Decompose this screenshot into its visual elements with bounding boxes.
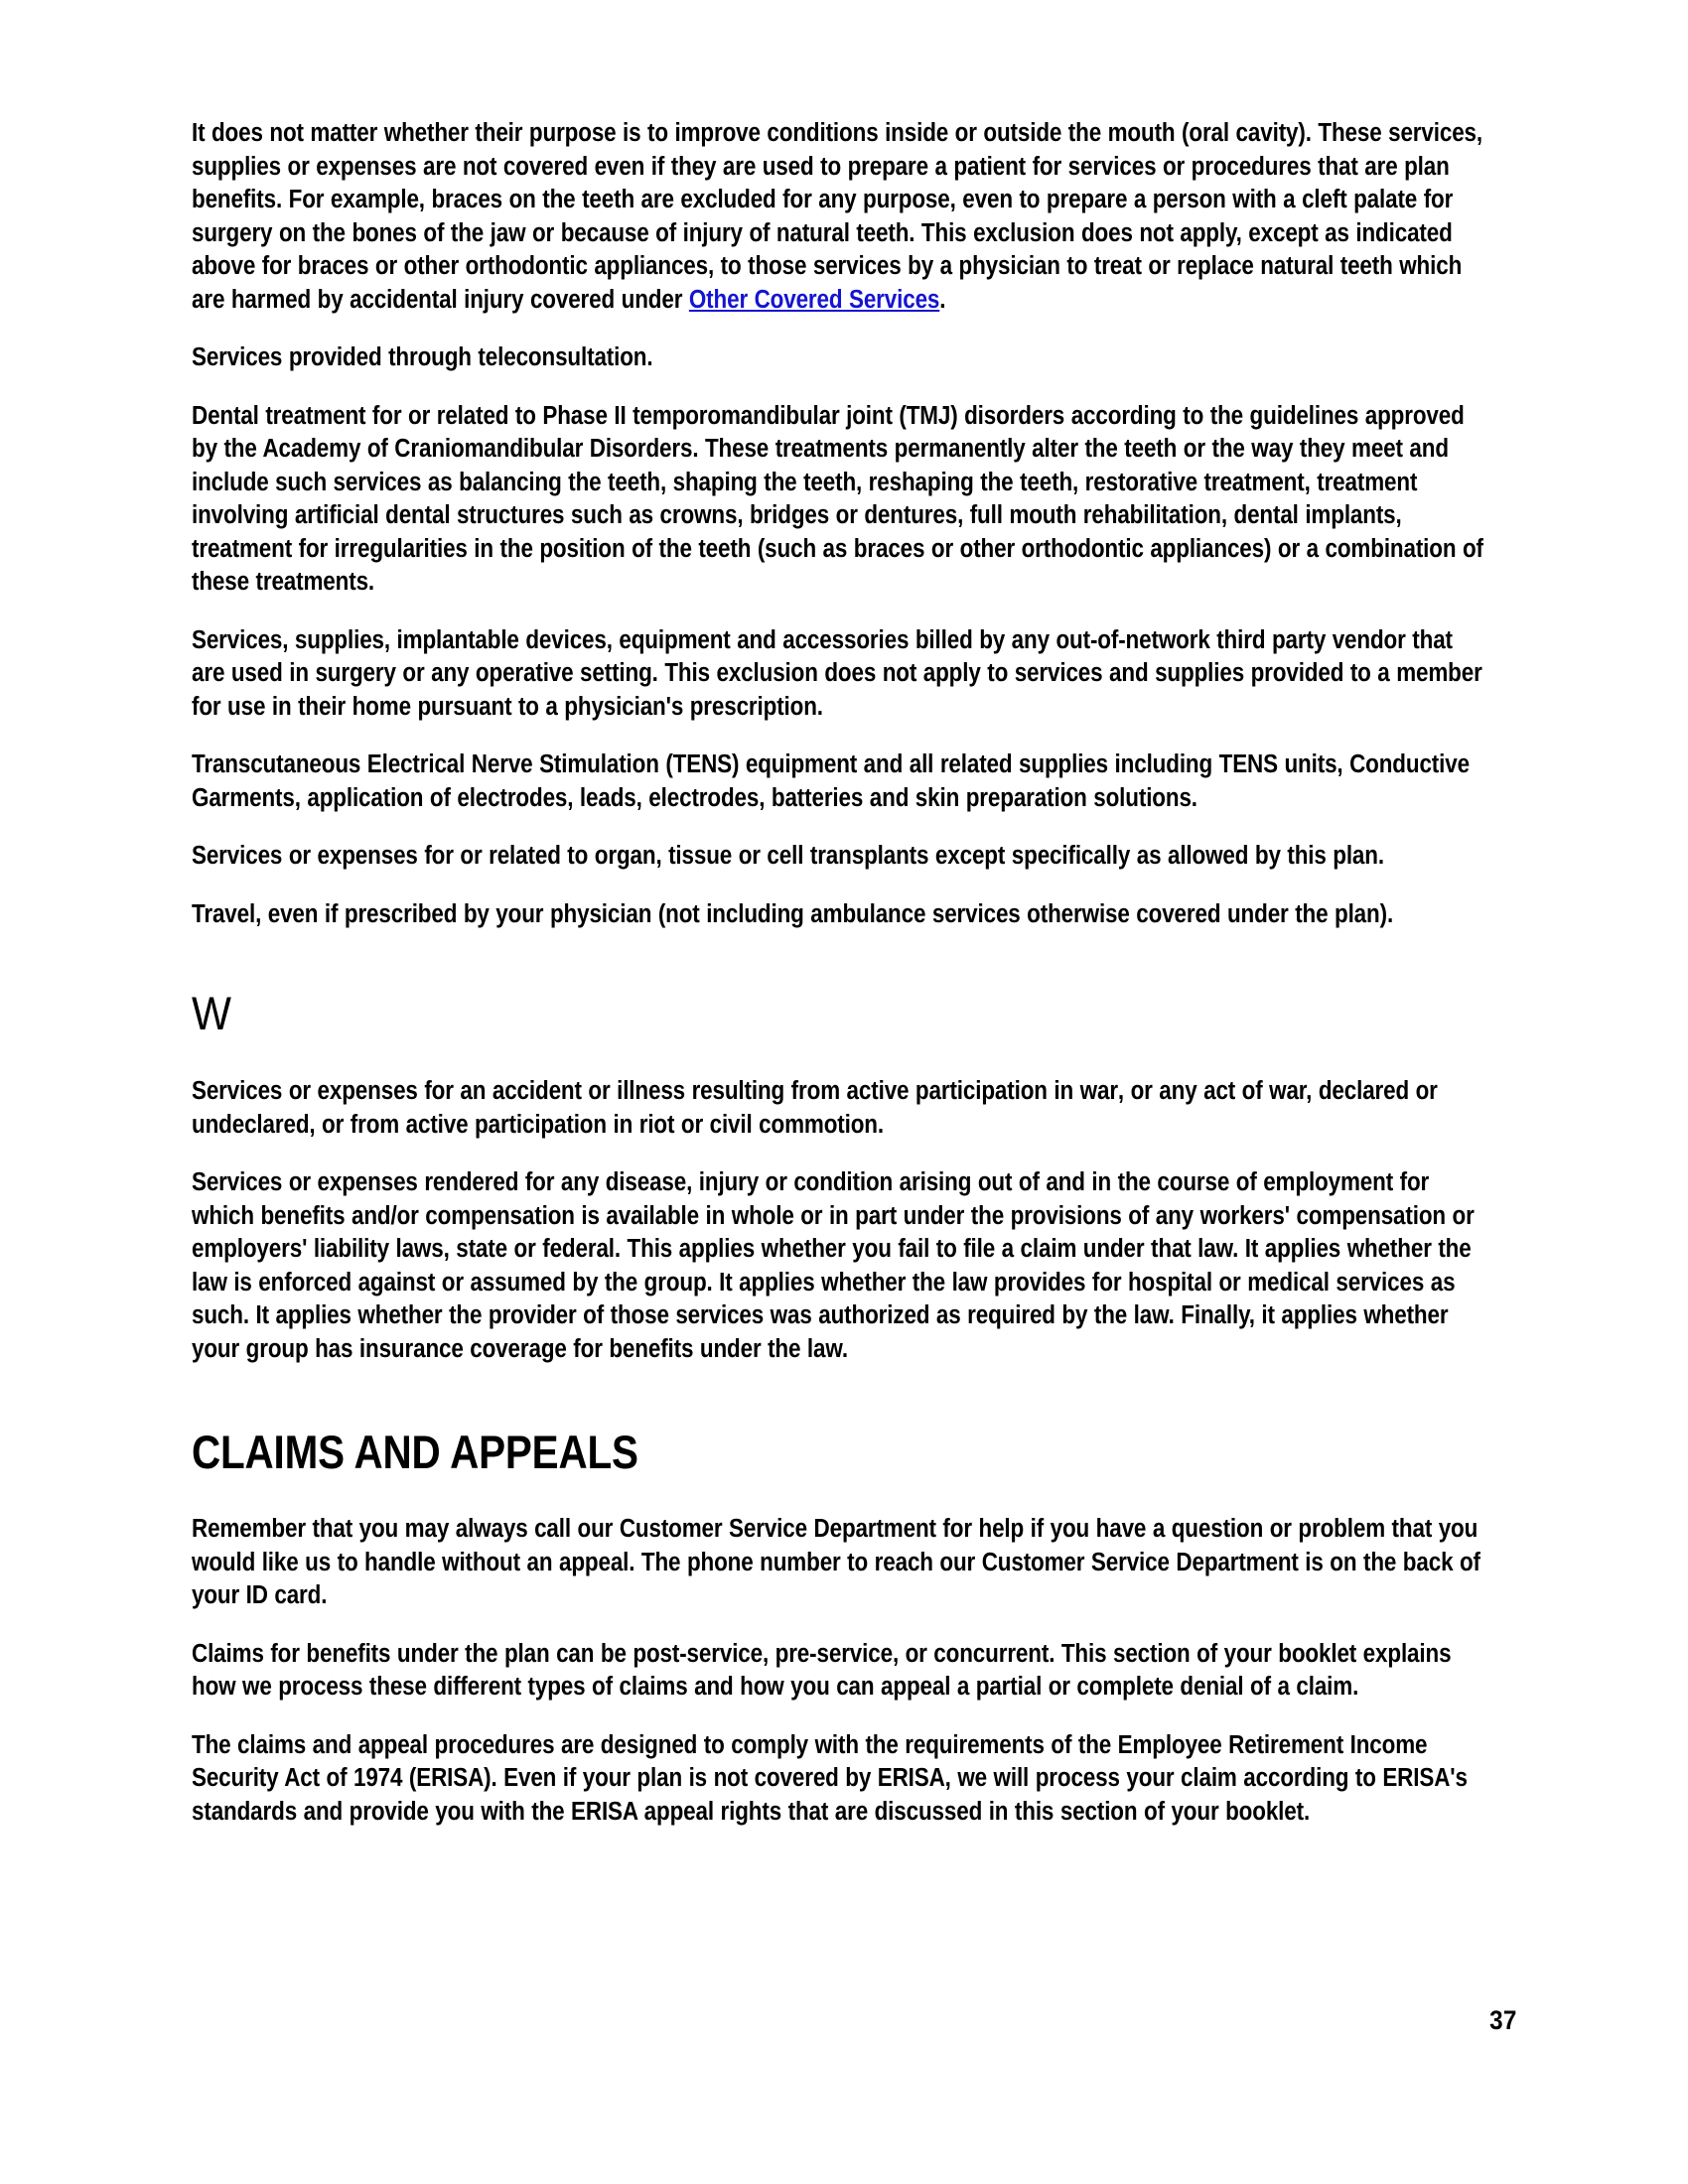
paragraph-dental-exclusion: [192, 117, 1487, 317]
text-run: , or any act of war, declared or undeclared, or from active participation in riot or civil commotion.: [192, 1077, 1438, 1139]
paragraph-tmj-disorders: [192, 400, 1487, 600]
paragraph-claim-types: [192, 1638, 1487, 1705]
paragraph-transplants: [192, 840, 1487, 874]
letter-heading-container: [192, 988, 1487, 1039]
text-run: The claims and appeal procedures are designed to comply with the requirements of the Employee Retirement Income Security Act of 1974 (ERISA). Even if your plan is not covered by ERISA, we will process your claim according to ERISA's standards and provide you with the ERISA appeal rights that are discussed in this section of your booklet.: [192, 1730, 1468, 1826]
paragraph-workers-compensation: [192, 1166, 1487, 1366]
paragraph-teleconsultation: [192, 341, 1487, 375]
text-run: except specifically as allowed by this plan.: [928, 842, 1384, 870]
emphasis-term: Travel: [192, 899, 256, 928]
exclusions-paragraph-group: [192, 117, 1487, 931]
text-run: It does not matter whether their purpose is to improve conditions inside or outside the mouth (oral cavity). These services, supplies or expenses are not covered even if they are used to prepare a patient for services or procedures that are plan benefits. For example, braces on the teeth are excluded for any purpose, even to prepare a person with a cleft palate for surgery on the bones of the jaw or because of injury of natural teeth. This exclusion does not apply, except as indicated above for braces or other orthodontic appliances, to those services by a physician to treat or replace natural teeth which are harmed by accidental injury covered under: [192, 119, 1483, 314]
emphasis-term: Transcutaneous Electrical Nerve Stimulation (TENS): [192, 751, 740, 778]
text-run: that are used in surgery or any operative setting. This exclusion does not apply to services and supplies provided to a member for use in their home pursuant to a physician's prescription.: [192, 625, 1482, 721]
text-run: Services provided through: [192, 343, 479, 371]
page-number: 37: [1489, 2005, 1517, 2035]
section-heading-container: [192, 1426, 1487, 1479]
text-run: Services, supplies, implantable devices, equipment and accessories billed by any out-of-network: [192, 625, 1217, 654]
emphasis-term: war: [1079, 1077, 1118, 1105]
cross-reference-link[interactable]: Other Covered Services: [688, 285, 940, 314]
text-run: Services or expenses rendered for any disease, injury or condition arising out of and in the course of employment for which benefits and/or compensation is available in whole or in part under the provisions of any: [192, 1168, 1430, 1230]
emphasis-term: workers' compensation: [1199, 1201, 1447, 1230]
text-run: .: [939, 285, 946, 314]
page-content: [192, 117, 1487, 1853]
claims-paragraph-group: [192, 1513, 1487, 1829]
paragraph-tens: [192, 749, 1487, 815]
text-run: Services or expenses for or related to organ, tissue or cell: [192, 842, 810, 870]
paragraph-war: [192, 1075, 1487, 1142]
text-run: Dental treatment for or related to Phase II: [192, 401, 633, 430]
text-run: .: [646, 343, 653, 371]
w-paragraph-group: [192, 1075, 1487, 1366]
emphasis-term: teleconsultation: [478, 343, 647, 371]
paragraph-erisa: [192, 1729, 1487, 1830]
letter-heading-w: W: [192, 987, 231, 1039]
emphasis-term: third party vendor: [1216, 625, 1406, 654]
text-run: Remember that you may always call our Customer Service Department for help if you have a question or problem that you would like us to handle without an appeal. The phone number to reach our Customer Service Department is on the back of your ID card.: [192, 1515, 1480, 1609]
text-run: Services or expenses for an accident or illness resulting from active participation in: [192, 1077, 1080, 1105]
emphasis-term: temporomandibular joint (TMJ) disorders: [633, 401, 1065, 430]
paragraph-customer-service: [192, 1513, 1487, 1613]
text-run: according to the guidelines approved by the Academy of Craniomandibular Disorders. These treatments permanently alter the teeth or the way they meet and include such services as balancing the teeth, shaping the teeth, reshaping the teeth, restorative treatment, treatment involving artificial dental structures such as crowns, bridges or dentures, full mouth rehabilitation, dental implants, treatment for irregularities in the position of the teeth (such as braces or other orthodontic appliances) or a combination of these treatments.: [192, 401, 1483, 596]
text-run: equipment and all related supplies including TENS units, Conductive Garments, application of electrodes, leads, electrodes, batteries and skin preparation solutions.: [192, 751, 1470, 812]
section-heading-claims-and-appeals: CLAIMS AND APPEALS: [192, 1426, 638, 1478]
text-run: or employers' liability laws, state or federal. This applies whether you fail to file a claim under that law. It applies whether the law is enforced against or assumed by the group. It applies whether the law provides for hospital or medical services as such. It applies whether the provider of those services was authorized as required by the law. Finally, it applies whether your group has insurance coverage for benefits under the law.: [192, 1201, 1475, 1363]
paragraph-travel: [192, 898, 1487, 932]
text-run: , even if prescribed by your physician (not including ambulance services otherwise covered under the plan).: [255, 899, 1394, 928]
text-run: Claims for benefits under the plan can be post-service, pre-service, or concurrent. This section of your booklet explains how we process these different types of claims and how you can appeal a partial or complete denial of a claim.: [192, 1639, 1452, 1701]
emphasis-term: transplants: [809, 842, 929, 870]
paragraph-third-party-vendor: [192, 624, 1487, 725]
